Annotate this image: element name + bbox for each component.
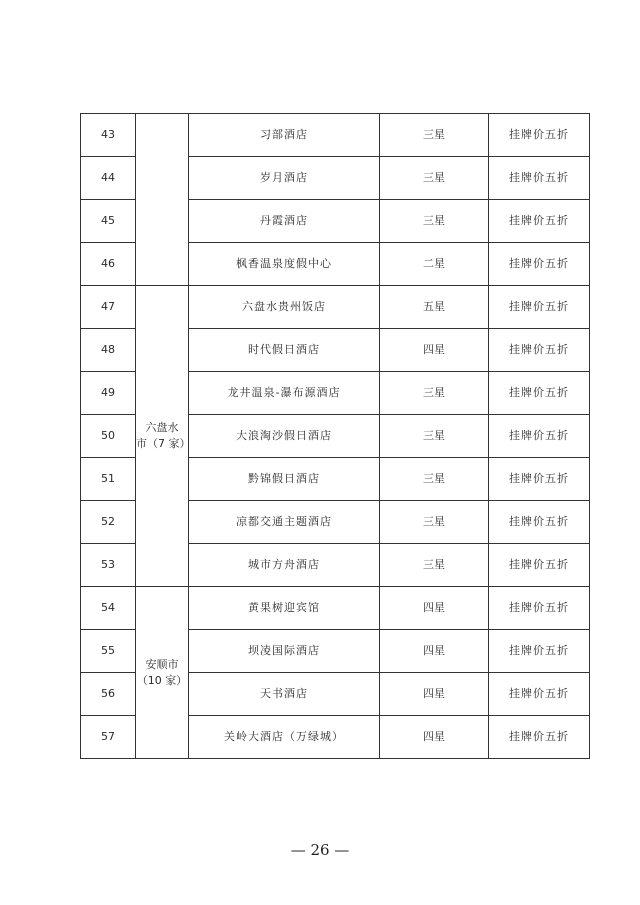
page-number: — 26 — — [290, 841, 350, 859]
row-number: 48 — [81, 329, 136, 372]
star-rating: 四星 — [380, 630, 489, 673]
discount: 挂牌价五折 — [489, 458, 590, 501]
discount: 挂牌价五折 — [489, 329, 590, 372]
row-number: 54 — [81, 587, 136, 630]
hotel-name: 习部酒店 — [189, 114, 380, 157]
hotel-name: 天书酒店 — [189, 673, 380, 716]
region-label-line2: （10 家） — [136, 673, 188, 687]
row-number: 44 — [81, 157, 136, 200]
table-row — [81, 587, 590, 630]
star-rating: 三星 — [380, 501, 489, 544]
region-label-line2: 市（7 家） — [136, 437, 191, 450]
star-rating: 三星 — [380, 544, 489, 587]
hotel-discount-table — [80, 113, 590, 759]
hotel-name: 黔锦假日酒店 — [189, 458, 380, 501]
star-rating: 四星 — [380, 587, 489, 630]
row-number: 45 — [81, 200, 136, 243]
star-rating: 四星 — [380, 673, 489, 716]
region-label-line1: 六盘水 — [145, 421, 179, 434]
row-number: 47 — [81, 286, 136, 329]
row-number: 56 — [81, 673, 136, 716]
row-number: 55 — [81, 630, 136, 673]
discount: 挂牌价五折 — [489, 673, 590, 716]
discount: 挂牌价五折 — [489, 630, 590, 673]
hotel-name: 关岭大酒店（万绿城） — [189, 716, 380, 759]
hotel-name: 城市方舟酒店 — [189, 544, 380, 587]
row-number: 52 — [81, 501, 136, 544]
discount: 挂牌价五折 — [489, 587, 590, 630]
region-cell-blank — [136, 114, 189, 286]
discount: 挂牌价五折 — [489, 243, 590, 286]
row-number: 46 — [81, 243, 136, 286]
star-rating: 三星 — [380, 415, 489, 458]
discount: 挂牌价五折 — [489, 114, 590, 157]
row-number: 50 — [81, 415, 136, 458]
row-number: 53 — [81, 544, 136, 587]
row-number: 49 — [81, 372, 136, 415]
discount: 挂牌价五折 — [489, 372, 590, 415]
hotel-name: 大浪淘沙假日酒店 — [189, 415, 380, 458]
hotel-name: 龙井温泉-瀑布源酒店 — [189, 372, 380, 415]
discount: 挂牌价五折 — [489, 544, 590, 587]
star-rating: 四星 — [380, 716, 489, 759]
discount: 挂牌价五折 — [489, 286, 590, 329]
table-row — [81, 114, 590, 157]
star-rating: 三星 — [380, 200, 489, 243]
discount: 挂牌价五折 — [489, 415, 590, 458]
row-number: 57 — [81, 716, 136, 759]
star-rating: 三星 — [380, 372, 489, 415]
star-rating: 三星 — [380, 157, 489, 200]
hotel-name: 六盘水贵州饭店 — [189, 286, 380, 329]
discount: 挂牌价五折 — [489, 501, 590, 544]
hotel-name: 凉都交通主题酒店 — [189, 501, 380, 544]
region-cell-anshun — [136, 587, 189, 759]
hotel-name: 坝凌国际酒店 — [189, 630, 380, 673]
hotel-name: 枫香温泉度假中心 — [189, 243, 380, 286]
hotel-name: 时代假日酒店 — [189, 329, 380, 372]
star-rating: 五星 — [380, 286, 489, 329]
star-rating: 三星 — [380, 114, 489, 157]
star-rating: 三星 — [380, 458, 489, 501]
discount: 挂牌价五折 — [489, 716, 590, 759]
hotel-name: 黄果树迎宾馆 — [189, 587, 380, 630]
discount: 挂牌价五折 — [489, 157, 590, 200]
star-rating: 二星 — [380, 243, 489, 286]
hotel-name: 岁月酒店 — [189, 157, 380, 200]
row-number: 43 — [81, 114, 136, 157]
row-number: 51 — [81, 458, 136, 501]
discount: 挂牌价五折 — [489, 200, 590, 243]
region-cell-liupanshui — [136, 286, 189, 587]
star-rating: 四星 — [380, 329, 489, 372]
hotel-name: 丹霞酒店 — [189, 200, 380, 243]
table-row — [81, 286, 590, 329]
region-label-line1: 安顺市 — [145, 657, 179, 671]
